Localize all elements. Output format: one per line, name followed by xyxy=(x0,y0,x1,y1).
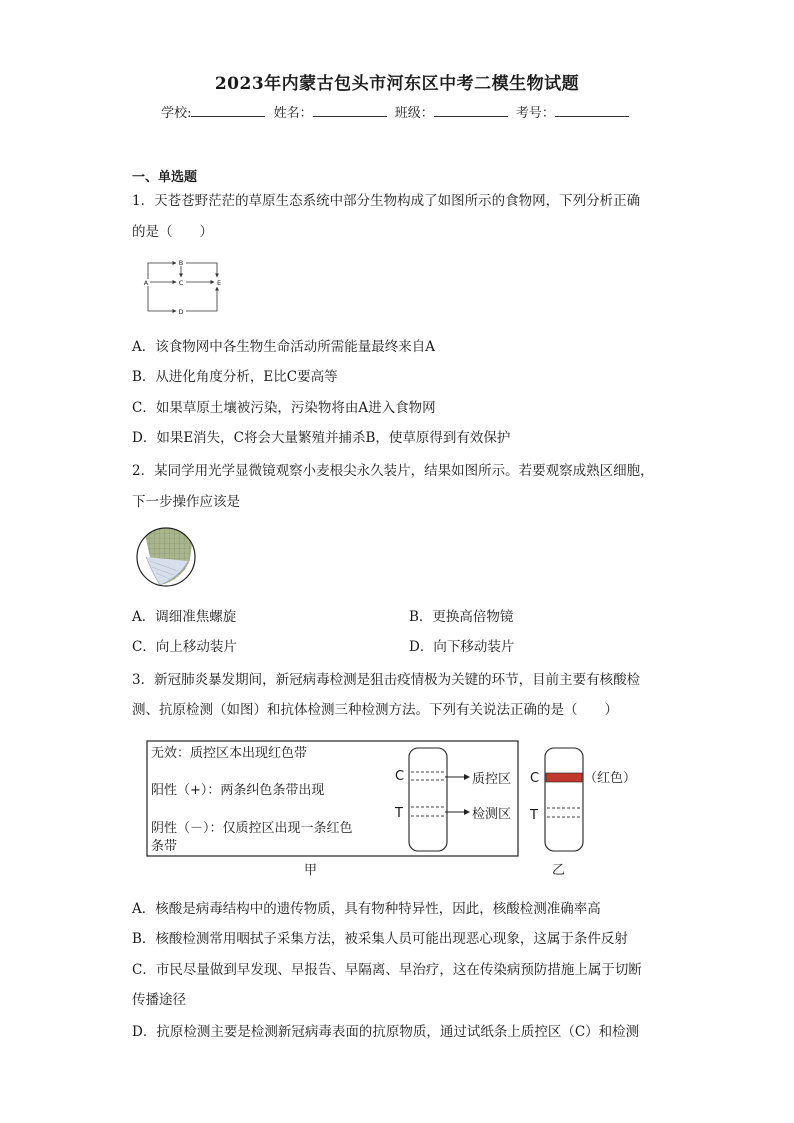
q3-option-c: C．市民尽量做到早发现、早报告、早隔离、早治疗，这在传染病预防措施上属于切断 xyxy=(132,962,642,978)
exam-number-label: 考号： xyxy=(515,106,555,121)
name-blank[interactable] xyxy=(313,104,387,117)
q1-option-c: C．如果草原土壤被污染，污染物将由A进入食物网 xyxy=(132,400,436,416)
class-blank[interactable] xyxy=(434,104,508,117)
panel-a-label: 甲 xyxy=(304,863,318,878)
q2-option-c: C．向上移动装片 xyxy=(132,639,237,655)
microscope-view-image xyxy=(134,523,200,591)
positive-rule: 阳性（+）：两条纠色条带出现 xyxy=(151,783,325,798)
antigen-test-figure xyxy=(146,740,646,880)
node-c: C xyxy=(178,279,184,287)
q2-stem-line2: 下一步操作应该是 xyxy=(132,494,240,510)
test-zone-label: 检测区 xyxy=(472,807,512,822)
q3-option-a: A．核酸是病毒结构中的遗传物质，具有物种特异性，因此，核酸检测准确率高 xyxy=(132,901,601,917)
strip-b-c-label: C xyxy=(530,771,540,786)
q1-stem-line2: 的是（ ） xyxy=(132,224,213,240)
node-d: D xyxy=(178,308,184,316)
q2-stem-line1: 2．某同学用光学显微镜观察小麦根尖永久装片，结果如图所示。若要观察成熟区细胞， xyxy=(132,463,654,479)
q1-option-b: B．从进化角度分析，E比C要高等 xyxy=(132,369,338,385)
q1-option-d: D．如果E消失，C将会大量繁殖并捕杀B，使草原得到有效保护 xyxy=(132,430,511,446)
invalid-rule: 无效：质控区本出现红色带 xyxy=(151,746,308,761)
control-zone-label: 质控区 xyxy=(472,772,512,787)
page-title: 2023年内蒙古包头市河东区中考二模生物试题 xyxy=(214,74,580,94)
name-label: 姓名： xyxy=(273,106,313,121)
class-label: 班级： xyxy=(394,106,434,121)
control-band-red xyxy=(546,773,582,782)
strip-a-t-label: T xyxy=(395,806,403,821)
strip-a-c-label: C xyxy=(395,769,405,784)
q2-option-a: A．调细准焦螺旋 xyxy=(132,609,237,625)
q3-option-c-cont: 传播途径 xyxy=(132,992,186,1008)
red-note-label: （红色） xyxy=(584,771,637,786)
negative-rule-cont: 条带 xyxy=(151,839,178,854)
q2-option-b: B．更换高倍物镜 xyxy=(409,609,514,625)
node-e: E xyxy=(216,279,222,287)
node-b: B xyxy=(178,259,184,267)
q3-option-d: D．抗原检测主要是检测新冠病毒表面的抗原物质，通过试纸条上质控区（C）和检测 xyxy=(132,1024,640,1040)
panel-b-label: 乙 xyxy=(552,863,566,878)
strip-b-t-label: T xyxy=(530,808,538,823)
q1-stem-line1: 1．天苍苍野茫茫的草原生态系统中部分生物构成了如图所示的食物网，下列分析正确 xyxy=(132,193,641,209)
q3-option-b: B．核酸检测常用咽拭子采集方法，被采集人员可能出现恶心现象，这属于条件反射 xyxy=(132,931,628,947)
negative-rule: 阴性（－）：仅质控区出现一条红色 xyxy=(151,821,353,836)
q3-stem-line1: 3．新冠肺炎暴发期间，新冠病毒检测是狙击疫情极为关键的环节，目前主要有核酸检 xyxy=(132,672,641,688)
q1-option-a: A．该食物网中各生物生命活动所需能量最终来自A xyxy=(132,339,435,355)
exam-number-blank[interactable] xyxy=(555,104,629,117)
node-a: A xyxy=(143,279,149,287)
section-heading: 一、单选题 xyxy=(132,170,198,185)
school-blank[interactable] xyxy=(191,104,265,117)
student-info-line xyxy=(0,102,794,121)
food-web-diagram xyxy=(140,255,230,321)
test-strip-a xyxy=(409,748,447,851)
q3-stem-line2: 测、抗原检测（如图）和抗体检测三种检测方法。下列有关说法正确的是（ ） xyxy=(132,702,618,718)
test-strip-b xyxy=(545,748,583,851)
school-label: 学校: xyxy=(161,106,192,121)
q2-option-d: D．向下移动装片 xyxy=(409,639,515,655)
